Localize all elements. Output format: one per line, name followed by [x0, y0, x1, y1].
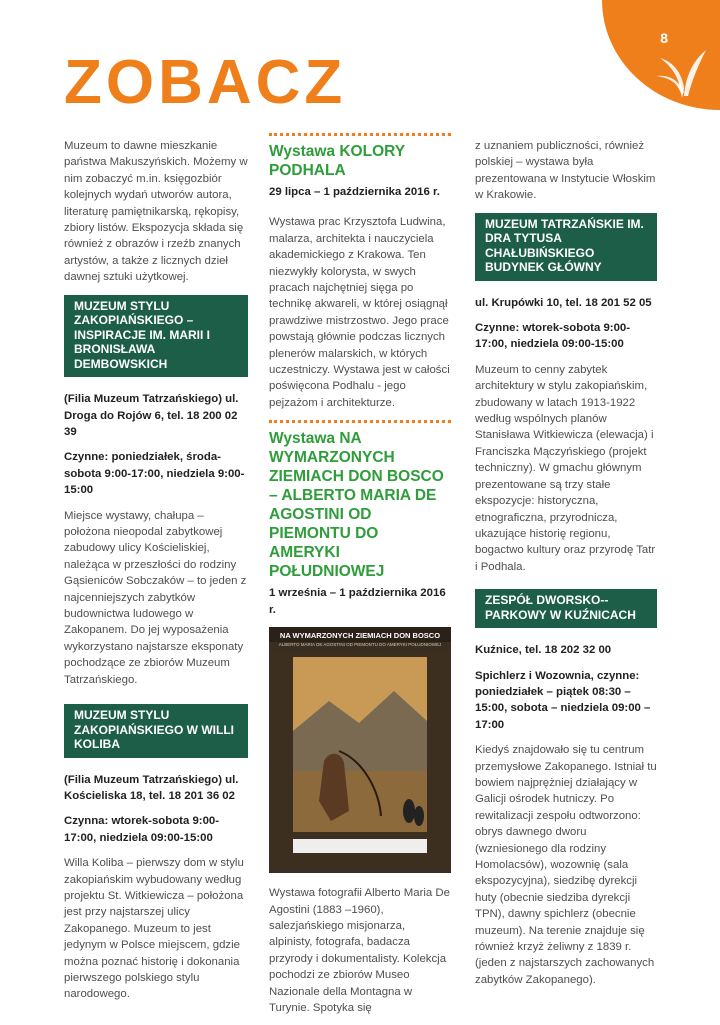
dotted-divider — [269, 420, 451, 423]
museum-address: (Filia Muzeum Tatrzańskiego) ul. Kościeliska 18, tel. 18 201 36 02 — [64, 773, 239, 802]
museum-hours: Czynna: wtorek-sobota 9:00-17:00, niedziela 09:00-15:00 — [64, 815, 220, 844]
column-left — [64, 138, 248, 1012]
poster-title: NA WYMARZONYCH ZIEMIACH DON BOSCO — [269, 627, 451, 642]
museum-hours: Czynne: poniedziałek, środa-sobota 9:00-17:00, niedziela 9:00-15:00 — [64, 451, 245, 497]
museum-hours: Czynne: wtorek-sobota 9:00-17:00, niedziela 09:00-15:00 — [475, 322, 631, 351]
exhibition-title: Wystawa KOLORY PODHALA — [269, 143, 405, 179]
museum-heading-box: MUZEUM STYLU ZAKOPIAŃSKIEGO – INSPIRACJE IM. MARII I BRONISŁAWA DEMBOWSKICH — [64, 295, 248, 378]
museum-address: ul. Krupówki 10, tel. 18 201 52 05 — [475, 296, 652, 309]
museum-heading-box: ZESPÓŁ DWORSKO--PARKOWY W KUŹNICACH — [475, 589, 657, 628]
exhibition-dates: 29 lipca – 1 października 2016 r. — [269, 186, 440, 198]
exhibition-poster — [269, 627, 451, 873]
column-right — [475, 138, 657, 997]
museum-description: Willa Koliba – pierwszy dom w stylu zakopiańskim wybudowany według projektu St. Witkiewicza – położona jest przy najstarszej ulicy Zakopanego. Muzeum to jest jedynym w Polsce miejscem, gdzie można poznać historię i dokonania pierwszego polskiego stylu narodowego. — [64, 857, 244, 1001]
museum-heading-box: MUZEUM STYLU ZAKOPIAŃSKIEGO W WILLI KOLIBA — [64, 704, 248, 758]
page-title: ZOBACZ — [64, 48, 347, 117]
poster-subtitle: ALBERTO MARIA DE AGOSTINI OD PIEMONTU DO AMERYKI POŁUDNIOWEJ — [278, 642, 442, 648]
museum-heading-box: MUZEUM TATRZAŃSKIE IM. DRA TYTUSA CHAŁUBIŃSKIEGO BUDYNEK GŁÓWNY — [475, 213, 657, 281]
exhibition-dates: 1 września – 1 października 2016 r. — [269, 587, 446, 616]
poster-illustration — [269, 651, 451, 871]
exhibition-description: Wystawa fotografii Alberto Maria De Agostini (1883 –1960), salezjańskiego misjonarza, alpinisty, fotografa, badacza przyrody i dokumentalisty. Kolekcja pochodzi ze zbiorów Museo Nazionale della Montagna w Turynie. Spotyka się — [269, 887, 450, 1014]
museum-description: Kiedyś znajdowało się tu centrum przemysłowe Zakopanego. Istniał tu bowiem najprężniej działający w Galicji ośrodek hutniczy. Po rewitalizacji zespołu odtworzono: obrys dawnego dworu (wzniesionego dla rodziny Homolacsów), wozownię (sala ekspozycyjna), siedzibę dyrekcji huty (obecnie siedziba dyrekcji TPN), dawny spichlerz (obecnie muzeum). Na terenie znajduje się również krzyż żeliwny z 1839 r. (jeden z najstarszych zachowanych zabytków Zakopanego). — [475, 744, 657, 986]
museum-description: Miejsce wystawy, chałupa – położona nieopodal zabytkowej zabudowy ulicy Kościeliskiej, należąca w przeszłości do rodziny Gąsieniców Sobczaków – to jeden z najcenniejszych zabytków budownictwa ludowego w Zakopanem. Do jej wyposażenia wykorzystano najstarsze eksponaty pochodzące ze zbiorów Muzeum Tatrzańskiego. — [64, 509, 247, 686]
museum-hours: Spichlerz i Wozownia, czynne: poniedziałek – piątek 08:30 – 15:00, sobota – niedziela 09:00 – 17:00 — [475, 669, 651, 731]
exhibition-title: Wystawa NA WYMARZONYCH ZIEMIACH DON BOSCO – ALBERTO MARIA DE AGOSTINI OD PIEMONTU DO AMERYKI POŁUDNIOWEJ — [269, 430, 444, 581]
leaf-icon — [652, 40, 712, 100]
continued-text: z uznaniem publiczności, również polskiej – wystawa była prezentowana w Instytucie Włoskim w Krakowie. — [475, 140, 656, 202]
dotted-divider — [269, 133, 451, 136]
column-middle — [269, 133, 451, 1025]
intro-text: Muzeum to dawne mieszkanie państwa Makuszyńskich. Możemy w nim zobaczyć m.in. księgozbiór kolejnych wydań utworów autora, literaturę pamiętnikarską, rękopisy, zbiory listów. Ekspozycja składa się również z obrazów i rzeźb znanych artystów, a także z licznych dzieł dawnej sztuki użytkowej. — [64, 140, 248, 284]
exhibition-description: Wystawa prac Krzysztofa Ludwina, malarza, architekta i nauczyciela akademickiego z Krakowa. Ten niezwykły kolorysta, w swych pracach najchętniej sięga po technikę akwareli, w której osiągnął prawdziwe mistrzostwo. Jego prace powstają głównie podczas licznych plenerów malarskich, w których uczestniczy. Wystawa jest w całości poświęcona Podhalu - jego pejzażom i architekturze. — [269, 216, 450, 409]
museum-address: Kuźnice, tel. 18 202 32 00 — [475, 644, 612, 657]
museum-address: (Filia Muzeum Tatrzańskiego) ul. Droga do Rojów 6, tel. 18 200 02 39 — [64, 393, 239, 438]
museum-description: Muzeum to cenny zabytek architektury w stylu zakopiańskim, zbudowany w latach 1913-1922 według wspólnych planów Stanisława Witkiewicza (elewacja) i Franciszka Mączyńskiego (projekt techniczny). W gmachu głównym prezentowane są trzy stałe ekspozycje: historyczna, etnograficzna, przyrodnicza, ukazujące historię regionu, bogactwo kultury oraz przyrodę Tatr i Podhala. — [475, 363, 656, 573]
page-number: 8 — [660, 30, 668, 46]
